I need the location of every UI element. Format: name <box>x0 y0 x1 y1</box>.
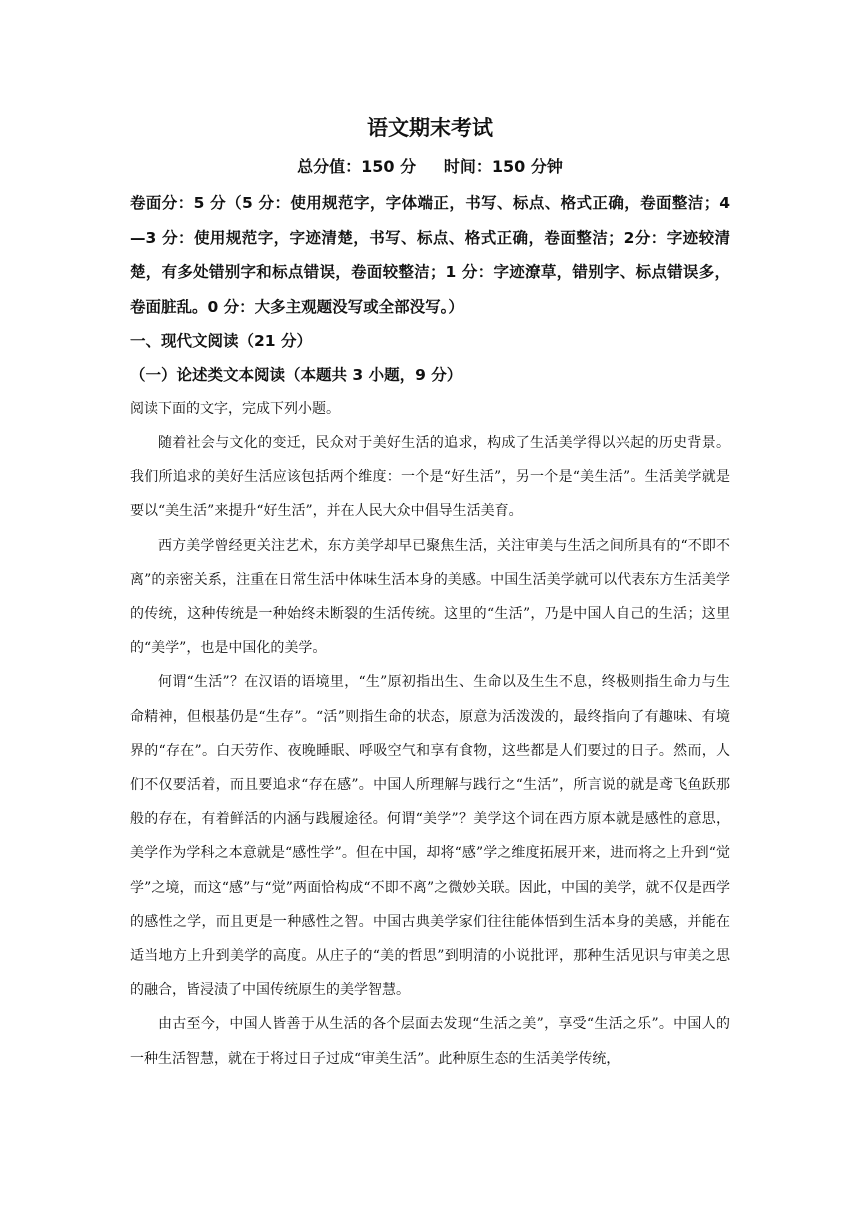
section-heading: 一、现代文阅读（21 分） <box>130 332 312 350</box>
paragraph-2: 西方美学曾经更关注艺术，东方美学却早已聚焦生活，关注审美与生活之间所具有的“不即不离”的亲密关系，注重在日常生活中体味生活本身的美感。中国生活美学就可以代表东方生活美学的传统，这种传统是一种始终未断裂的生活传统。这里的“生活”，乃是中国人自己的生活；这里的“美学”，也是中国化的美学。 <box>130 537 730 657</box>
subsection-heading: （一）论述类文本阅读（本题共 3 小题，9 分） <box>130 366 463 384</box>
exam-title: 语文期末考试 <box>367 116 493 140</box>
reading-instruction: 阅读下面的文字，完成下列小题。 <box>130 401 340 417</box>
paragraph-4: 由古至今，中国人皆善于从生活的各个层面去发现“生活之美”，享受“生活之乐”。中国人的一种生活智慧，就在于将过日子过成“审美生活”。此种原生态的生活美学传统， <box>130 1016 730 1067</box>
exam-subtitle: 总分值：150 分 时间：150 分钟 <box>297 157 563 176</box>
paragraph-3: 何谓“生活”？在汉语的语境里，“生”原初指出生、生命以及生生不息，终极则指生命力与生命精神，但根基仍是“生存”。“活”则指生命的状态，原意为活泼泼的，最终指向了有趣味、有境界的“存在”。白天劳作、夜晚睡眠、呼吸空气和享有食物，这些都是人们要过的日子。然而，人们不仅要活着，而且要追求“存在感”。中国人所理解与践行之“生活”，所言说的就是鸢飞鱼跃那般的存在，有着鲜活的内涵与践履途径。何谓“美学”？美学这个词在西方原本就是感性的意思，美学作为学科之本意就是“感性学”。但在中国，却将“感”学之维度拓展开来，进而将之上升到“觉学”之境，而这“感”与“觉”两面恰构成“不即不离”之微妙关联。因此，中国的美学，就不仅是西学的感性之学，而且更是一种感性之智。中国古典美学家们往往能体悟到生活本身的美感，并能在适当地方上升到美学的高度。从庄子的“美的哲思”到明清的小说批评，那种生活见识与审美之思的融合，皆浸渍了中国传统原生的美学智慧。 <box>130 674 730 999</box>
score-note: 卷面分：5 分（5 分：使用规范字，字体端正，书写、标点、格式正确，卷面整洁；4—3 分：使用规范字，字迹清楚，书写、标点、格式正确，卷面整洁；2分：字迹较清楚，有多处错别字和标点错误，卷面较整洁；1 分：字迹潦草，错别字、标点错误多，卷面脏乱。0 分：大多主观题没写或全部没写。） <box>130 194 730 316</box>
paragraph-1: 随着社会与文化的变迁，民众对于美好生活的追求，构成了生活美学得以兴起的历史背景。我们所追求的美好生活应该包括两个维度：一个是“好生活”，另一个是“美生活”。生活美学就是要以“美生活”来提升“好生活”，并在人民大众中倡导生活美育。 <box>130 435 730 520</box>
document-body <box>130 186 730 1076</box>
